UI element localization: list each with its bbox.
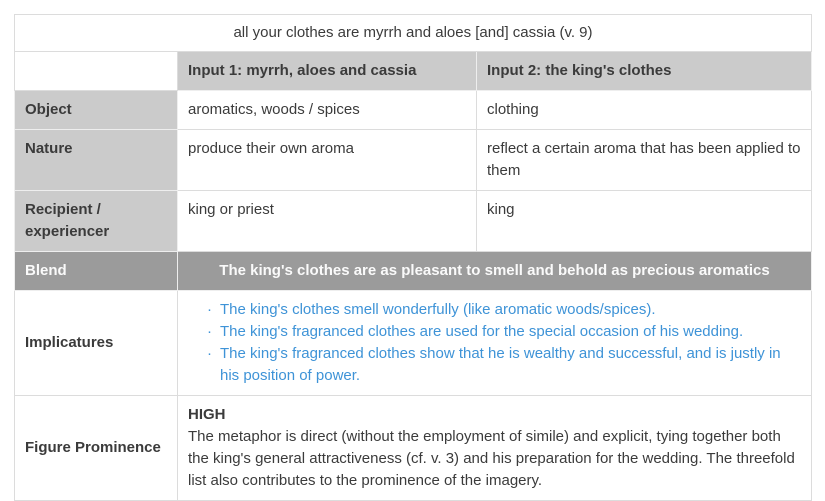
row-label-blend: Blend (15, 252, 178, 291)
bullet-icon: · (207, 323, 212, 340)
implicatures-cell (178, 291, 812, 396)
verse-title-row (15, 15, 812, 52)
figure-prominence-cell (178, 396, 812, 501)
row-label-figure-prominence: Figure Prominence (15, 396, 178, 501)
blend-analysis-table (14, 14, 812, 501)
row-label-implicatures: Implicatures (15, 291, 178, 396)
list-item (207, 299, 801, 321)
bullet-icon: · (207, 301, 212, 318)
row-label-recipient: Recipient / experiencer (15, 191, 178, 252)
table-row-blend (15, 252, 812, 291)
implicature-text: The king's fragranced clothes are used for the special occasion of his wedding. (220, 323, 744, 340)
table-row-figure-prominence (15, 396, 812, 501)
implicature-list (188, 299, 801, 387)
table-row-object (15, 91, 812, 130)
row-label-object: Object (15, 91, 178, 130)
implicature-text: The king's fragranced clothes show that he is wealthy and successful, and is justly in his position of power. (220, 345, 781, 384)
input2-header: Input 2: the king's clothes (477, 52, 812, 91)
blend-value: The king's clothes are as pleasant to smell and behold as precious aromatics (178, 252, 812, 291)
table-row-implicatures (15, 291, 812, 396)
row-label-nature: Nature (15, 130, 178, 191)
list-item (207, 343, 801, 387)
corner-cell (15, 52, 178, 91)
input1-header: Input 1: myrrh, aloes and cassia (178, 52, 477, 91)
input-header-row (15, 52, 812, 91)
table-row-nature (15, 130, 812, 191)
nature-input2-value: reflect a certain aroma that has been applied to them (477, 130, 812, 191)
object-input1-value: aromatics, woods / spices (178, 91, 477, 130)
object-input2-value: clothing (477, 91, 812, 130)
recipient-input2-value: king (477, 191, 812, 252)
implicature-text: The king's clothes smell wonderfully (like aromatic woods/spices). (220, 301, 656, 318)
verse-title: all your clothes are myrrh and aloes [and] cassia (v. 9) (15, 15, 812, 52)
prominence-level: HIGH (188, 406, 226, 423)
recipient-input1-value: king or priest (178, 191, 477, 252)
nature-input1-value: produce their own aroma (178, 130, 477, 191)
table-row-recipient (15, 191, 812, 252)
bullet-icon: · (207, 345, 212, 362)
prominence-description: The metaphor is direct (without the employment of simile) and explicit, tying together both the king's general attractiveness (cf. v. 3) and his preparation for the wedding. The threefold list also contributes to the prominence of the imagery. (188, 428, 795, 489)
list-item (207, 321, 801, 343)
